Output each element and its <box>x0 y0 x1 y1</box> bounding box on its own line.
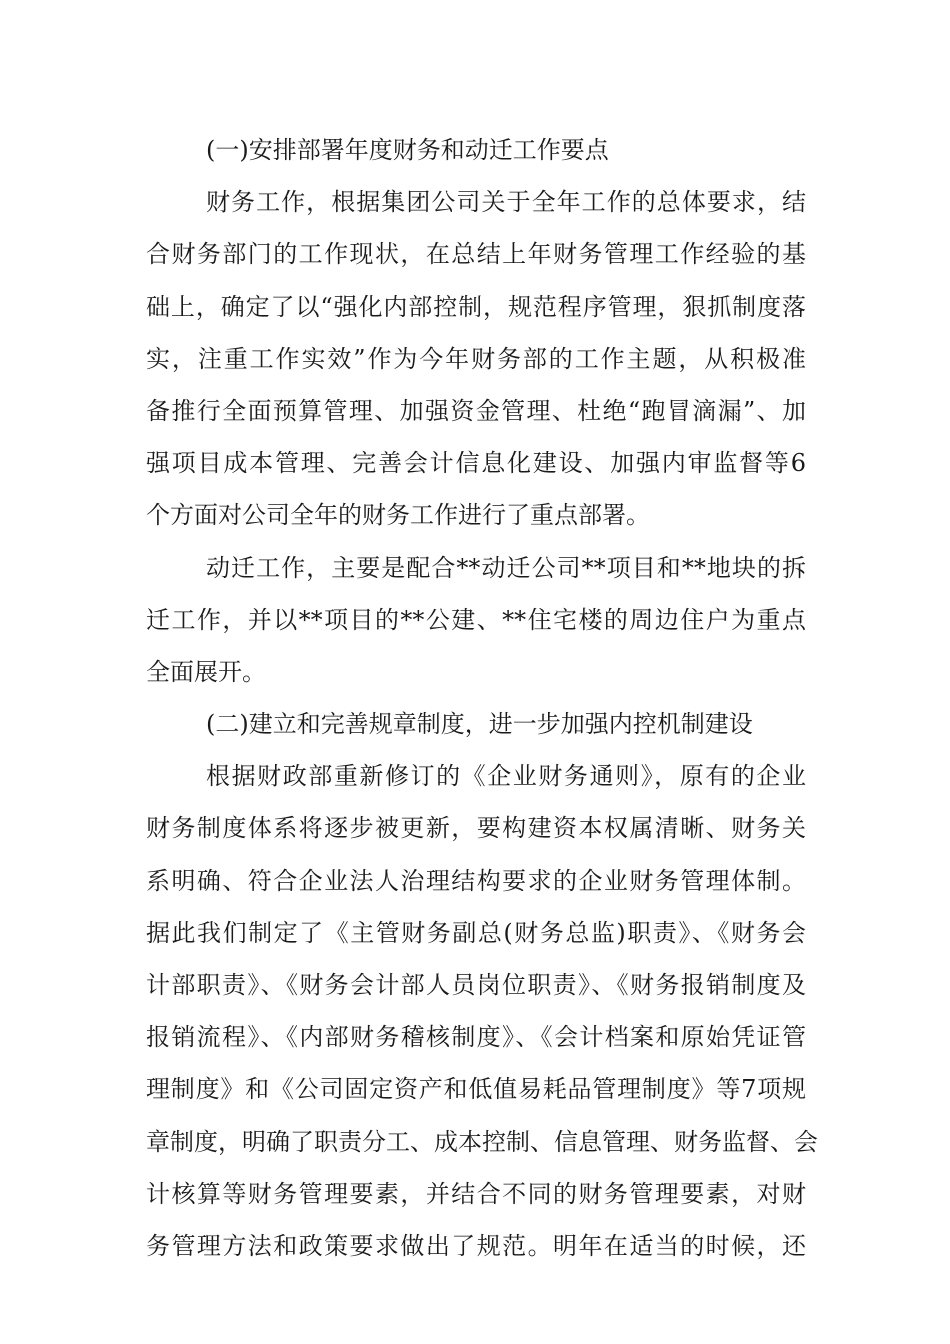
paragraph-line: 财务工作，根据集团公司关于全年工作的总体要求，结 <box>206 188 806 217</box>
section-heading-2: (二)建立和完善规章制度，进一步加强内控机制建设 <box>206 710 753 739</box>
paragraph-line: 强项目成本管理、完善会计信息化建设、加强内审监督等6 <box>146 449 806 478</box>
paragraph-line: 迁工作，并以**项目的**公建、**住宅楼的周边住户为重点 <box>146 605 806 634</box>
document-body <box>146 124 818 1272</box>
paragraph-line: 务管理方法和政策要求做出了规范。明年在适当的时候，还 <box>146 1231 806 1260</box>
paragraph-line: 全面展开。 <box>146 657 266 686</box>
paragraph-line: 础上，确定了以“强化内部控制，规范程序管理，狠抓制度落 <box>146 292 806 321</box>
paragraph-line: 理制度》和《公司固定资产和低值易耗品管理制度》等7项规 <box>146 1075 806 1104</box>
paragraph-line: 实，注重工作实效”作为今年财务部的工作主题，从积极准 <box>146 344 806 373</box>
paragraph-line: 章制度，明确了职责分工、成本控制、信息管理、财务监督、会 <box>146 1127 818 1156</box>
paragraph-line: 动迁工作，主要是配合**动迁公司**项目和**地块的拆 <box>206 553 806 582</box>
paragraph-line: 备推行全面预算管理、加强资金管理、杜绝“跑冒滴漏”、加 <box>146 396 806 425</box>
section-heading-1: (一)安排部署年度财务和动迁工作要点 <box>206 136 609 164</box>
paragraph-line: 个方面对公司全年的财务工作进行了重点部署。 <box>146 501 650 530</box>
paragraph-line: 计核算等财务管理要素，并结合不同的财务管理要素，对财 <box>146 1179 806 1208</box>
paragraph-line: 合财务部门的工作现状，在总结上年财务管理工作经验的基 <box>146 240 806 269</box>
paragraph-line: 据此我们制定了《主管财务副总(财务总监)职责》、《财务会 <box>146 918 806 947</box>
paragraph-line: 根据财政部重新修订的《企业财务通则》，原有的企业 <box>206 762 806 791</box>
paragraph-line: 计部职责》、《财务会计部人员岗位职责》、《财务报销制度及 <box>146 971 806 999</box>
paragraph-line: 财务制度体系将逐步被更新，要构建资本权属清晰、财务关 <box>146 814 806 843</box>
paragraph-line: 系明确、符合企业法人治理结构要求的企业财务管理体制。 <box>146 866 806 895</box>
paragraph-line: 报销流程》、《内部财务稽核制度》、《会计档案和原始凭证管 <box>146 1023 806 1052</box>
